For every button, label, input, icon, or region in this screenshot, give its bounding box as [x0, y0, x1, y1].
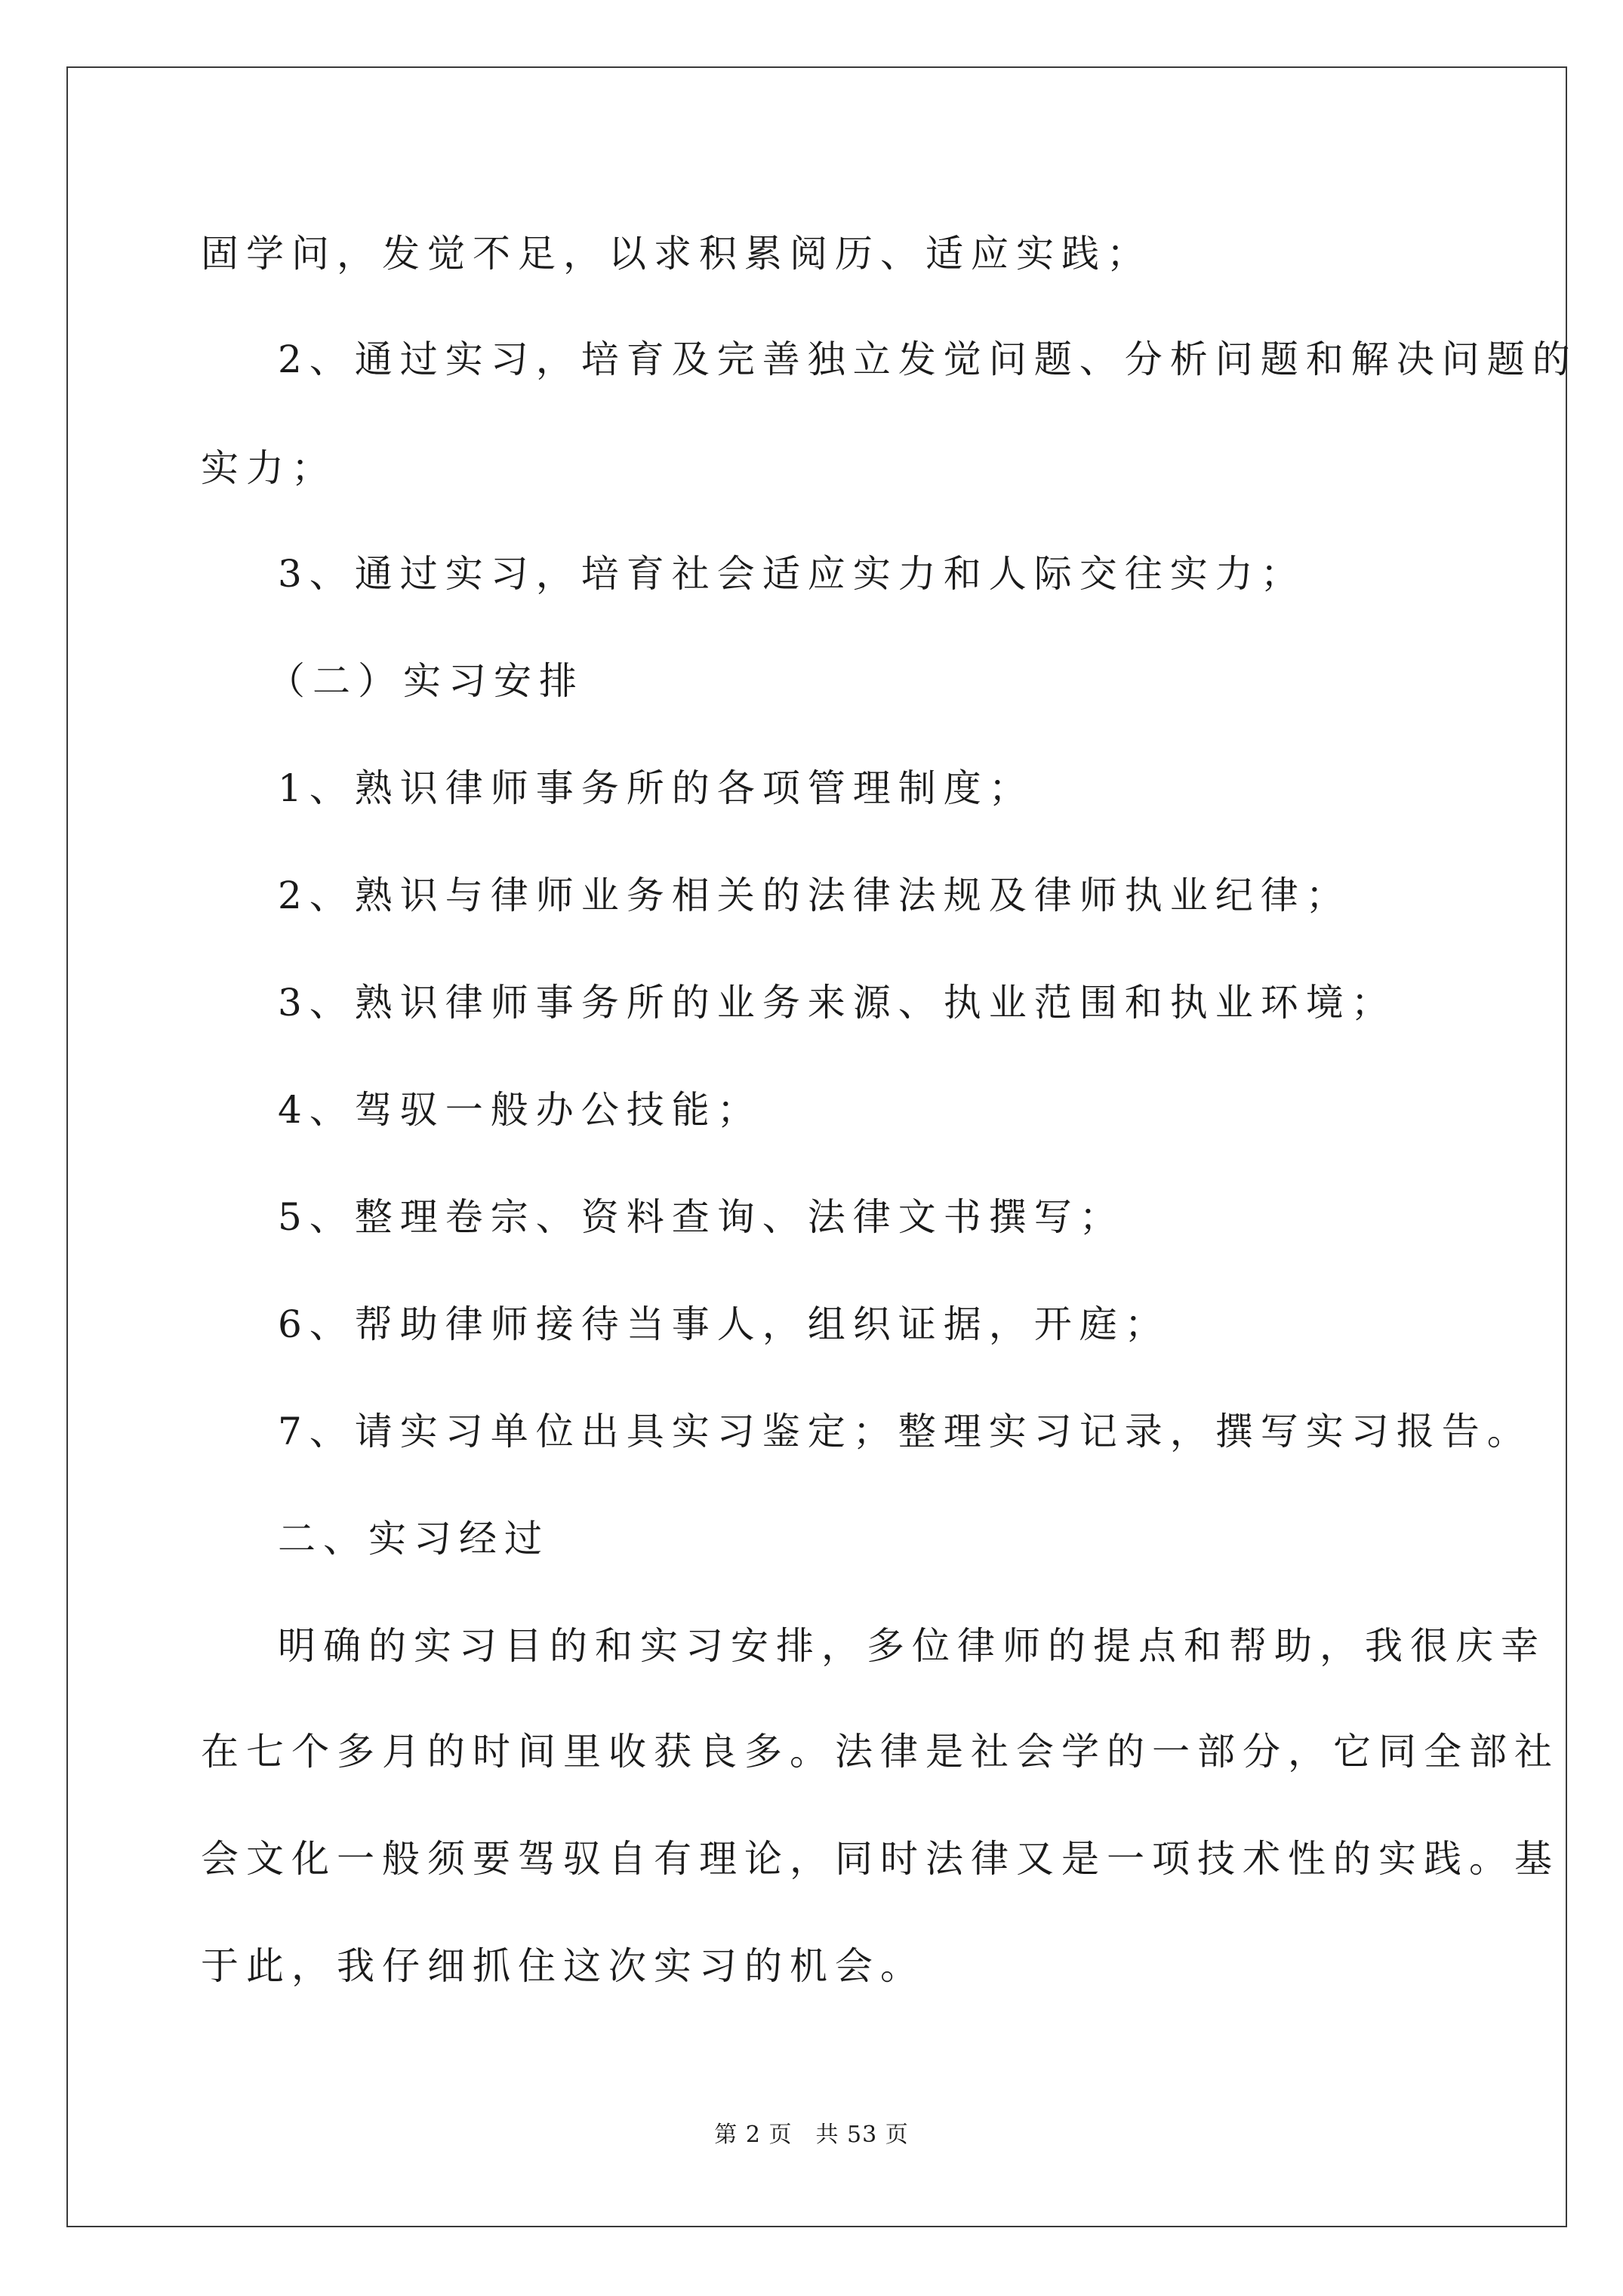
paragraph-line: 明确的实习目的和实习安排，多位律师的提点和帮助，我很庆幸 — [278, 1624, 1546, 1668]
list-item-arrangement-1: 1、熟识律师事务所的各项管理制度； — [278, 766, 1034, 810]
list-item-arrangement-3: 3、熟识律师事务所的业务来源、执业范围和执业环境； — [278, 981, 1397, 1025]
page-border — [66, 66, 1567, 2227]
list-item-arrangement-7: 7、请实习单位出具实习鉴定；整理实习记录，撰写实习报告。 — [278, 1410, 1532, 1453]
page-footer: 第 2 页 共 53 页 — [714, 2122, 909, 2148]
paragraph-line: 于此，我仔细抓住这次实习的机会。 — [201, 1944, 925, 1988]
paragraph-line: 固学问，发觉不足，以求积累阅历、适应实践； — [201, 232, 1152, 276]
list-item-arrangement-6: 6、帮助律师接待当事人，组织证据，开庭； — [278, 1302, 1170, 1346]
section-heading-process: 二、实习经过 — [278, 1517, 550, 1561]
list-item-arrangement-5: 5、整理卷宗、资料查询、法律文书撰写； — [278, 1195, 1125, 1239]
paragraph-line: 在七个多月的时间里收获良多。法律是社会学的一部分，它同全部社 — [201, 1730, 1560, 1774]
paragraph-line: 会文化一般须要驾驭自有理论，同时法律又是一项技术性的实践。基 — [201, 1837, 1560, 1881]
list-item-objective-2: 2、通过实习，培育及完善独立发觉问题、分析问题和解决问题的 — [278, 337, 1578, 381]
section-heading-arrangement: （二）实习安排 — [267, 659, 584, 703]
list-item-objective-3: 3、通过实习，培育社会适应实力和人际交往实力； — [278, 552, 1306, 596]
paragraph-line: 实力； — [201, 446, 337, 490]
list-item-arrangement-4: 4、驾驭一般办公技能； — [278, 1088, 762, 1132]
list-item-arrangement-2: 2、熟识与律师业务相关的法律法规及律师执业纪律； — [278, 874, 1351, 917]
